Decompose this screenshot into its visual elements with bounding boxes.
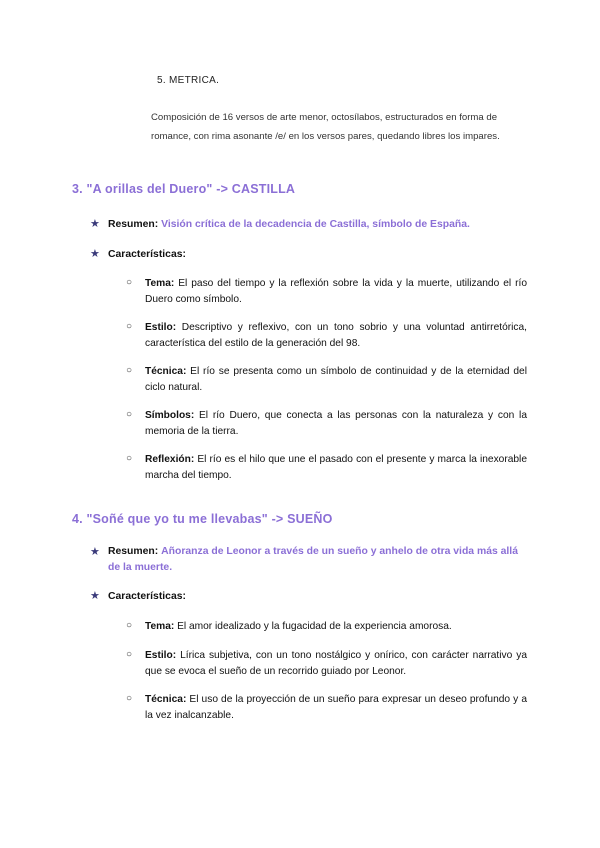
item-label: Reflexión: — [145, 454, 195, 465]
resumen-label: Resumen: — [108, 219, 159, 230]
resumen-text: Añoranza de Leonor a través de un sueño y anhelo de otra vida más allá de la muerte. — [108, 546, 518, 573]
item-text: Descriptivo y reflexivo, con un tono sobrio y una voluntad antirretórica, característica del estilo de la generación del 98. — [145, 322, 527, 349]
star-bullet-icon: ★ — [90, 248, 100, 260]
resumen-text: Visión crítica de la decadencia de Castilla, símbolo de España. — [161, 219, 470, 230]
item-label: Técnica: — [145, 366, 187, 377]
metrica-heading: 5. METRICA. — [157, 75, 220, 86]
item-label: Tema: — [145, 621, 175, 632]
caracteristicas-label: Características: — [108, 591, 186, 602]
item-label: Estilo: — [145, 322, 177, 333]
circle-bullet-icon: ○ — [126, 620, 133, 631]
item-text: El paso del tiempo y la reflexión sobre la vida y la muerte, utilizando el río Duero como símbolo. — [145, 278, 527, 305]
item-text: El río Duero, que conecta a las personas con la naturaleza y con la memoria de la tierra. — [145, 410, 527, 437]
star-bullet-icon: ★ — [90, 546, 100, 558]
item-label: Símbolos: — [145, 410, 195, 421]
circle-bullet-icon: ○ — [126, 409, 133, 420]
item-label: Técnica: — [145, 694, 187, 705]
list-item — [145, 692, 527, 723]
section-3-resumen — [90, 217, 470, 232]
item-text: El río se presenta como un símbolo de continuidad y de la eternidad del ciclo natural. — [145, 366, 527, 393]
circle-bullet-icon: ○ — [126, 453, 133, 464]
item-text: El amor idealizado y la fugacidad de la experiencia amorosa. — [177, 621, 452, 632]
item-text: Lírica subjetiva, con un tono nostálgico y onírico, con carácter narrativo ya que se evoca el sueño de un recorrido guiado por Leonor. — [145, 650, 527, 677]
item-label: Estilo: — [145, 650, 177, 661]
circle-bullet-icon: ○ — [126, 693, 133, 704]
section-3-caracteristicas — [90, 247, 186, 262]
circle-bullet-icon: ○ — [126, 277, 133, 288]
list-item — [145, 619, 527, 635]
list-item — [145, 364, 527, 395]
section-3-title: 3. "A orillas del Duero" -> CASTILLA — [72, 182, 296, 196]
circle-bullet-icon: ○ — [126, 321, 133, 332]
section-4-caracteristicas — [90, 589, 186, 604]
item-text: El río es el hilo que une el pasado con el presente y marca la inexorable marcha del tiempo. — [145, 454, 527, 481]
star-bullet-icon: ★ — [90, 590, 100, 602]
metrica-paragraph: Composición de 16 versos de arte menor, octosílabos, estructurados en forma de romance, con rima asonante /e/ en los versos pares, quedando libres los impares. — [151, 112, 500, 142]
star-bullet-icon: ★ — [90, 218, 100, 230]
list-item — [145, 408, 527, 439]
circle-bullet-icon: ○ — [126, 365, 133, 376]
section-4-title: 4. "Soñé que yo tu me llevabas" -> SUEÑO — [72, 512, 333, 526]
list-item — [145, 452, 527, 483]
list-item — [145, 320, 527, 351]
item-text: El uso de la proyección de un sueño para expresar un deseo profundo y a la vez inalcanzable. — [145, 694, 527, 721]
resumen-label: Resumen: — [108, 546, 159, 557]
section-4-resumen — [108, 544, 528, 576]
list-item — [145, 276, 527, 307]
caracteristicas-label: Características: — [108, 249, 186, 260]
circle-bullet-icon: ○ — [126, 649, 133, 660]
list-item — [145, 648, 527, 679]
item-label: Tema: — [145, 278, 175, 289]
